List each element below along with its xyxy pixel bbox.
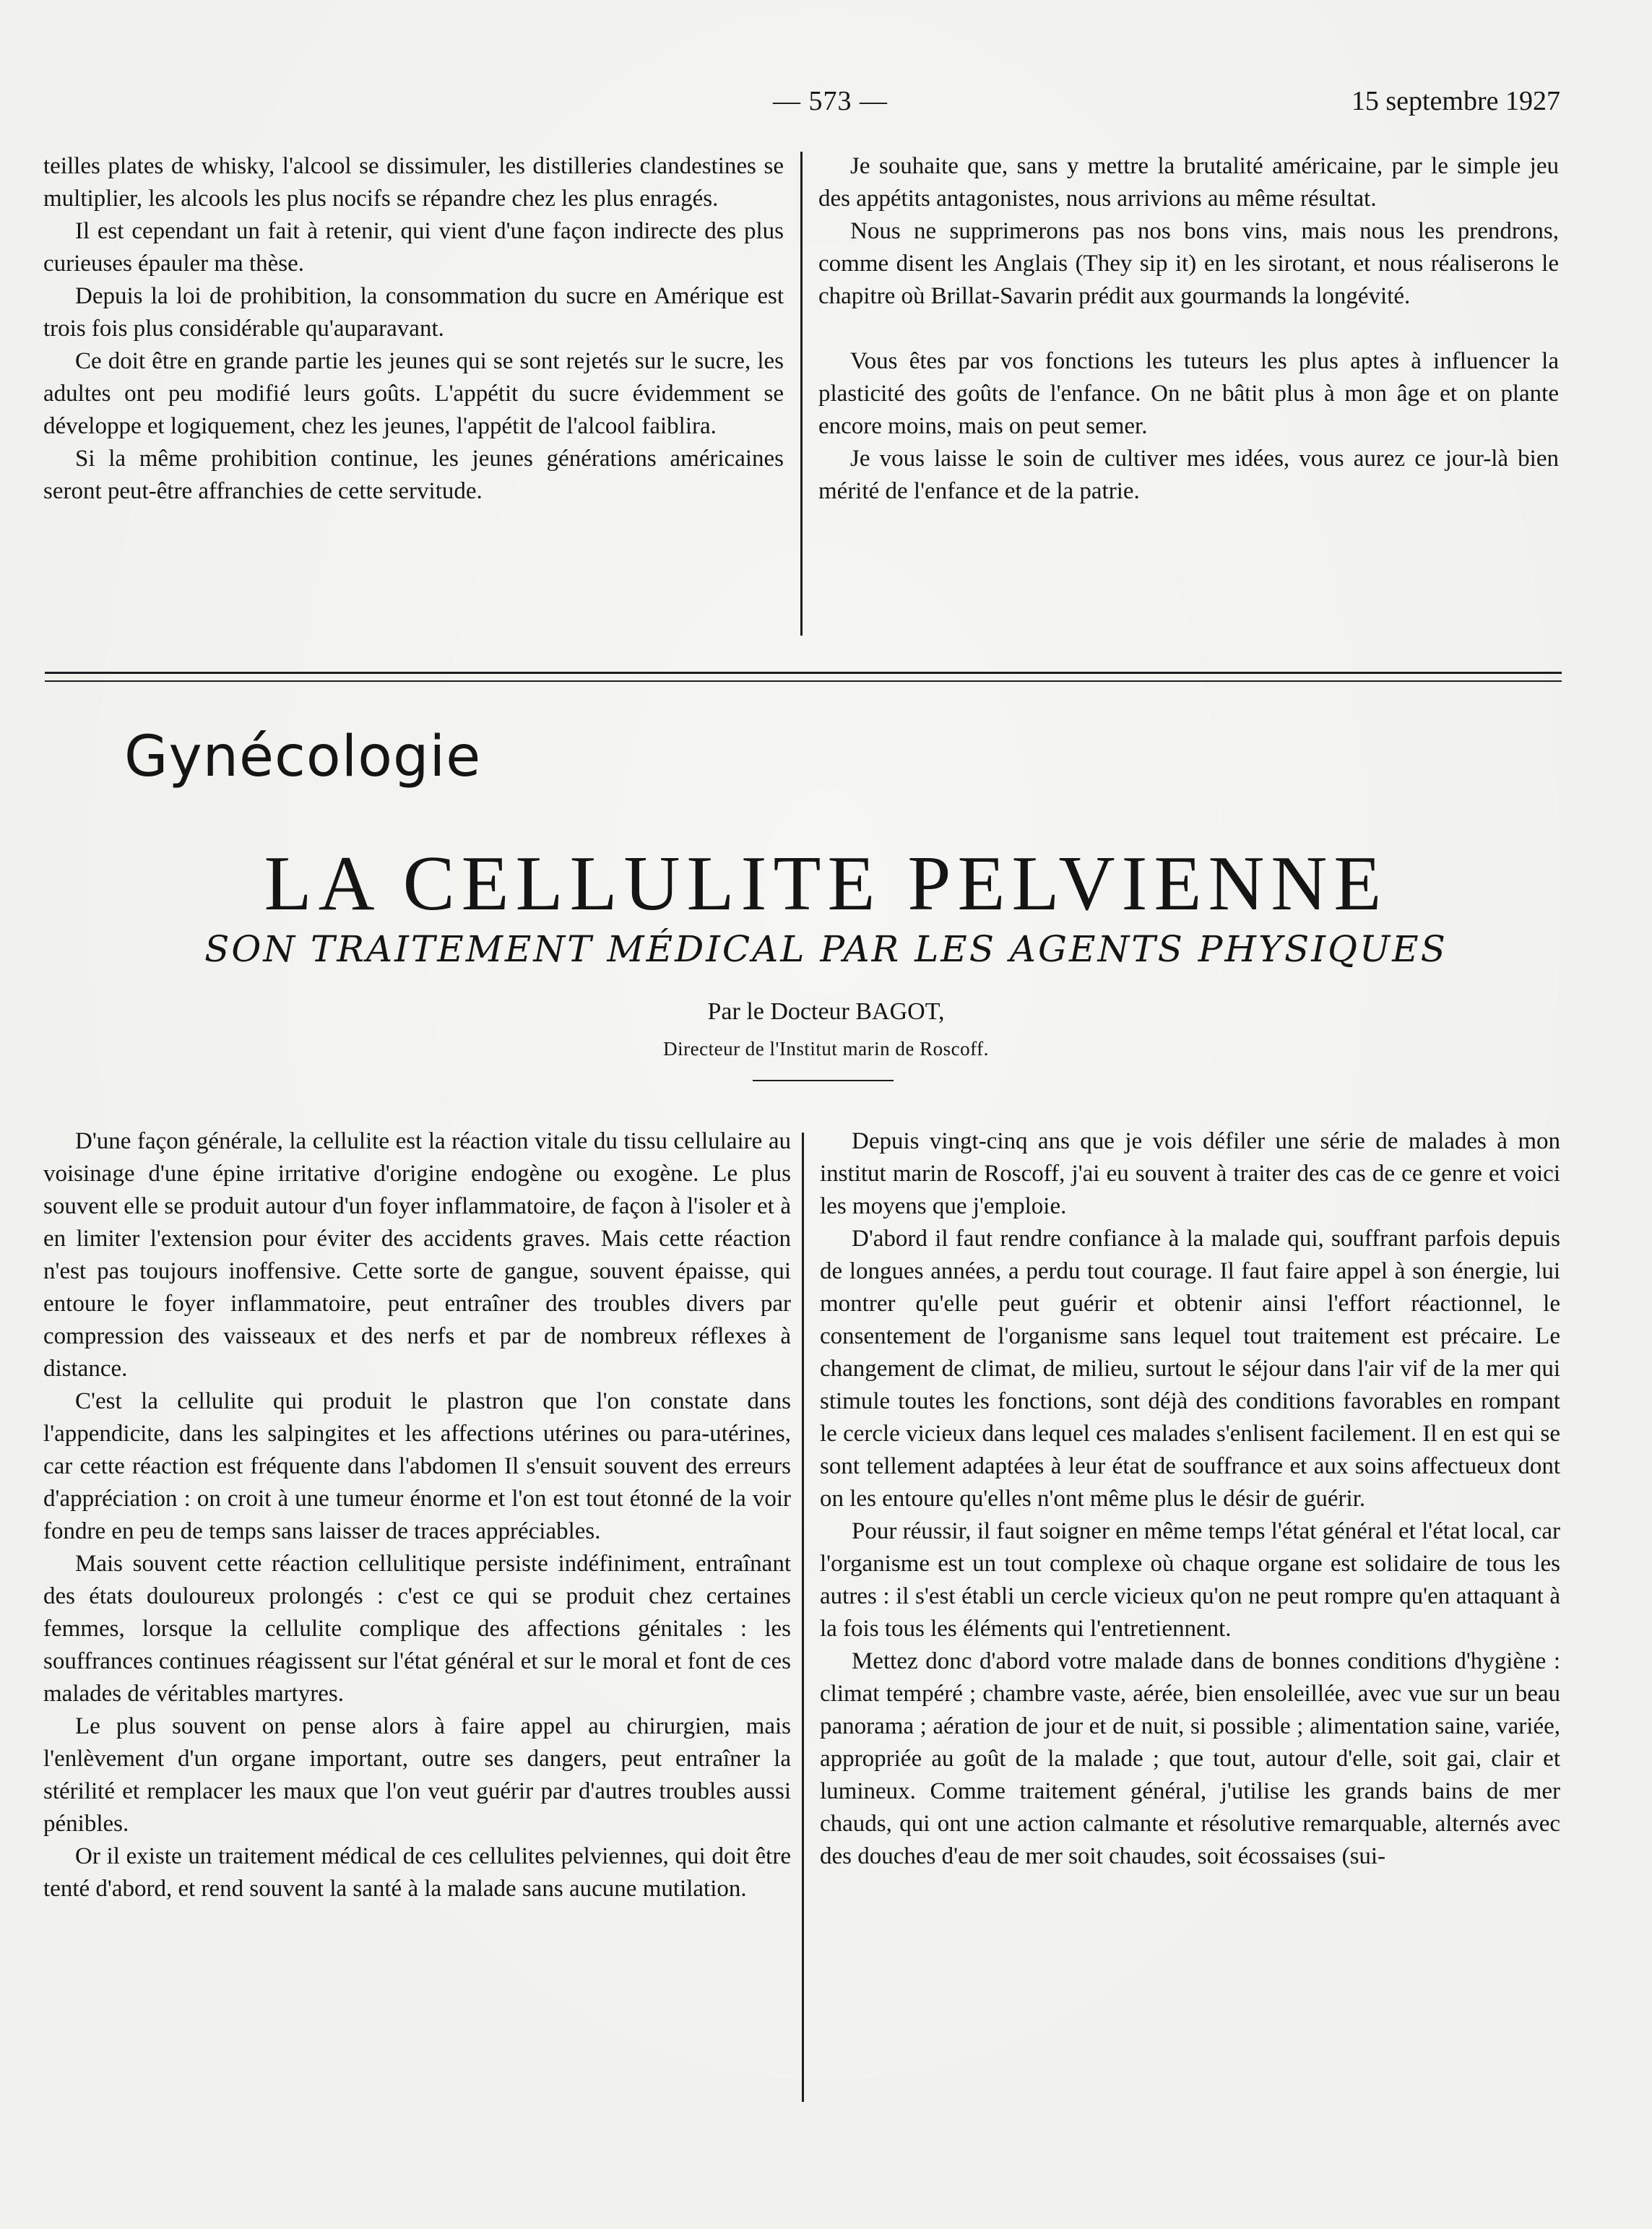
article-right-column: [820, 1125, 1560, 1873]
paragraph: Mettez donc d'abord votre malade dans de bonnes conditions d'hygiène : climat tempéré ; chambre vaste, aérée, bien ensoleillée, avec vue sur un beau panorama ; aération de jour et de nuit, si possible ; alimentation saine, variée, appropriée au goût de la malade ; que tout, autour d'elle, soit gai, clair et lumineux. Comme traitement général, j'utilise les grands bains de mer chauds, qui ont une action calmante et résolutive remarquable, alternés avec des douches d'eau de mer soit chaudes, soit écossaises (sui-: [820, 1648, 1560, 1869]
paragraph: D'une façon générale, la cellulite est la réaction vitale du tissu cellulaire au voisinage d'une épine irritative d'origine endogène ou exogène. Le plus souvent elle se produit autour d'un foyer inflammatoire, de façon à l'isoler et à en limiter l'extension pour éviter des accidents graves. Mais cette réaction n'est pas toujours inoffensive. Cette sorte de gangue, souvent épaisse, qui entoure le foyer inflammatoire, peut entraîner des troubles divers par compression des vaisseaux et des nerfs et par de nombreux réflexes à distance.: [43, 1128, 791, 1382]
paragraph: Nous ne supprimerons pas nos bons vins, mais nous les prendrons, comme disent les Anglais (They sip it) en les sirotant, et nous réaliserons le chapitre où Brillat-Savarin prédit aux gourmands la longévité.: [818, 218, 1559, 309]
paragraph: Ce doit être en grande partie les jeunes qui se sont rejetés sur le sucre, les adultes ont peu modifié leurs goûts. L'appétit du sucre évidemment se développe et logiquement, chez les jeunes, l'appétit de l'alcool faiblira.: [43, 348, 784, 439]
paragraph: Depuis vingt-cinq ans que je vois défiler une série de malades à mon institut marin de Roscoff, j'ai eu souvent à traiter des cas de ce genre et voici les moyens que j'emploie.: [820, 1128, 1560, 1219]
paragraph: Si la même prohibition continue, les jeunes générations américaines seront peut-être affranchies de cette servitude.: [43, 446, 784, 504]
article-title: LA CELLULITE PELVIENNE: [264, 841, 1388, 927]
page-header: [43, 85, 1560, 129]
page-number: — 573 —: [773, 86, 888, 116]
paragraph: Vous êtes par vos fonctions les tuteurs les plus aptes à influencer la plasticité des goûts de l'enfance. On ne bâtit plus à mon âge et on plante encore moins, mais on peut semer.: [818, 348, 1559, 439]
title-divider: [753, 1080, 894, 1081]
author-affiliation: Directeur de l'Institut marin de Roscoff.: [663, 1038, 989, 1060]
column-divider: [800, 152, 803, 636]
paragraph: Mais souvent cette réaction cellulitique persiste indéfiniment, entraînant des états douloureux prolongés : c'est ce qui se produit chez certaines femmes, lorsque la cellulite complique des affections génitales : les souffrances continues réagissent sur l'état général et sur le moral et font de ces malades de véritables martyres.: [43, 1551, 791, 1707]
section-title: Gynécologie: [124, 724, 482, 789]
previous-article-right-column: [818, 150, 1559, 508]
section-separator: [45, 680, 1562, 682]
paragraph: C'est la cellulite qui produit le plastron que l'on constate dans l'appendicite, dans les salpingites et les affections utérines ou para-utérines, car cette réaction est fréquente dans l'abdomen Il s'ensuit souvent des erreurs d'appréciation : on croit à une tumeur énorme et l'on est tout étonné de la voir fondre en peu de temps sans laisser de traces appréciables.: [43, 1388, 791, 1544]
column-divider: [802, 1133, 804, 2102]
paragraph: Depuis la loi de prohibition, la consommation du sucre en Amérique est trois fois plus considérable qu'auparavant.: [43, 283, 784, 342]
article-left-column: [43, 1125, 791, 1905]
author-byline: Par le Docteur BAGOT,: [707, 998, 945, 1025]
paragraph: D'abord il faut rendre confiance à la malade qui, souffrant parfois depuis de longues années, a perdu tout courage. Il faut faire appel à son énergie, lui montrer qu'elle peut guérir et obtenir ainsi l'effort réactionnel, le consentement de l'organisme sans lequel tout traitement est précaire. Le changement de climat, de milieu, surtout le séjour dans l'air vif de la mer qui stimule toutes les fonctions, sont déjà des conditions favorables en rompant le cercle vicieux dans lequel ces malades s'enlisent facilement. Il en est qui se sont tellement adaptées à leur état de souffrance et aux soins affectueux dont on les entoure qu'elles n'ont même plus le désir de guérir.: [820, 1226, 1560, 1512]
paragraph: Pour réussir, il faut soigner en même temps l'état général et l'état local, car l'organisme est un tout complexe où chaque organe est solidaire de tous les autres : il s'est établi un cercle vicieux qu'on ne peut rompre qu'en attaquant à la fois tous les éléments qui l'entretiennent.: [820, 1518, 1560, 1642]
section-separator: [45, 672, 1562, 674]
issue-date: 15 septembre 1927: [1351, 86, 1560, 116]
article-subtitle: SON TRAITEMENT MÉDICAL PAR LES AGENTS PHYSIQUES: [204, 928, 1448, 970]
previous-article-left-column: [43, 150, 784, 508]
paragraph: Il est cependant un fait à retenir, qui vient d'une façon indirecte des plus curieuses épauler ma thèse.: [43, 218, 784, 277]
paragraph: Je vous laisse le soin de cultiver mes idées, vous aurez ce jour-là bien mérité de l'enfance et de la patrie.: [818, 446, 1559, 504]
paragraph: Je souhaite que, sans y mettre la brutalité américaine, par le simple jeu des appétits antagonistes, nous arrivions au même résultat.: [818, 153, 1559, 212]
paragraph: Le plus souvent on pense alors à faire appel au chirurgien, mais l'enlèvement d'un organe important, outre ses dangers, peut entraîner la stérilité et remplacer les maux que l'on veut guérir par d'autres troubles aussi pénibles.: [43, 1713, 791, 1837]
paragraph: Or il existe un traitement médical de ces cellulites pelviennes, qui doit être tenté d'abord, et rend souvent la santé à la malade sans aucune mutilation.: [43, 1843, 791, 1902]
paragraph: teilles plates de whisky, l'alcool se dissimuler, les distilleries clandestines se multiplier, les alcools les plus nocifs se répandre chez les plus enragés.: [43, 153, 784, 212]
